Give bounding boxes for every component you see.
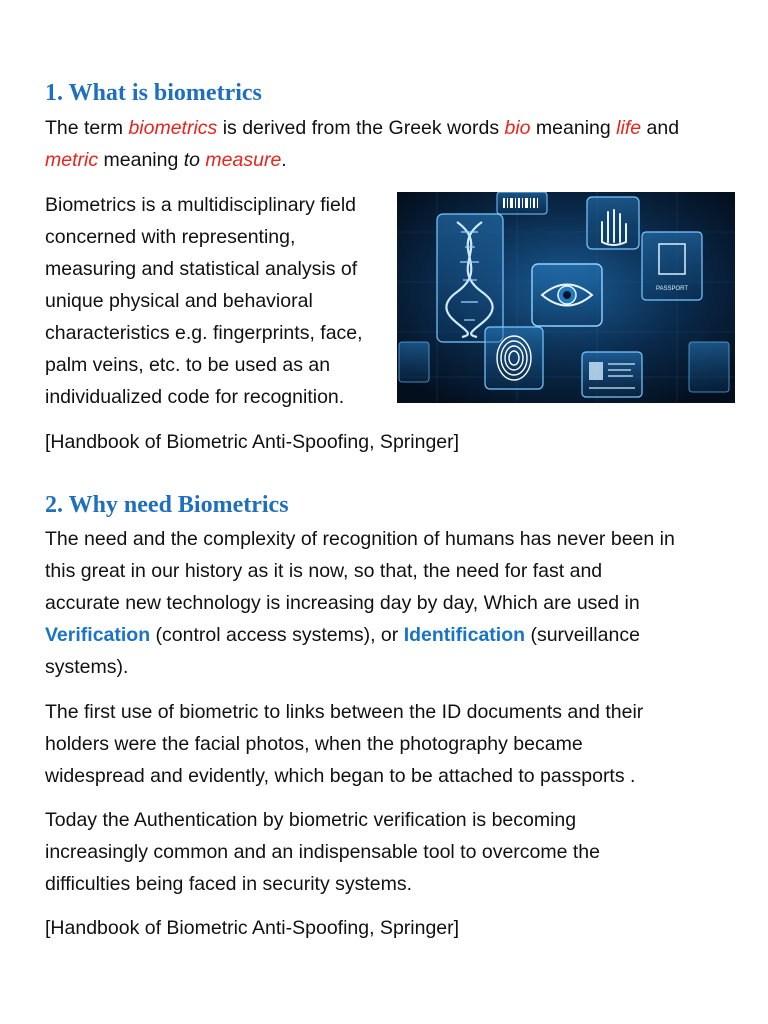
barcode-panel bbox=[497, 192, 547, 214]
body-line: this great in our history as it is now, so that, the need for fast and bbox=[45, 560, 603, 582]
term-life: life bbox=[616, 117, 642, 139]
intro-text: and bbox=[641, 117, 680, 139]
term-biometrics: biometrics bbox=[128, 117, 218, 139]
eye-panel bbox=[532, 264, 602, 326]
intro-line-1 bbox=[45, 112, 679, 144]
term-metric: metric bbox=[45, 149, 99, 171]
body-line: systems). bbox=[45, 656, 129, 678]
section-2-heading: 2. Why need Biometrics bbox=[45, 492, 289, 518]
body-line: measuring and statistical analysis of bbox=[45, 258, 358, 280]
body-line: The need and the complexity of recognition of humans has never been in bbox=[45, 528, 675, 550]
body-line: widespread and evidently, which began to be attached to passports . bbox=[45, 765, 636, 787]
intro-text: The term bbox=[45, 117, 129, 139]
hand-panel bbox=[587, 197, 639, 249]
biometrics-illustration bbox=[397, 192, 735, 403]
body-line: characteristics e.g. fingerprints, face, bbox=[45, 322, 363, 344]
body-line: difficulties being faced in security systems. bbox=[45, 873, 413, 895]
section-1-heading: 1. What is biometrics bbox=[45, 80, 262, 106]
body-line: The first use of biometric to links between the ID documents and their bbox=[45, 701, 644, 723]
body-line: palm veins, etc. to be used as an bbox=[45, 354, 331, 376]
body-line: concerned with representing, bbox=[45, 226, 296, 248]
term-verification: Verification bbox=[45, 624, 151, 646]
body-line: individualized code for recognition. bbox=[45, 386, 345, 408]
dna-panel bbox=[437, 214, 503, 342]
body-line: unique physical and behavioral bbox=[45, 290, 313, 312]
decor-panel bbox=[689, 342, 729, 392]
intro-text: is derived from the Greek words bbox=[217, 117, 505, 139]
body-line: Biometrics is a multidisciplinary field bbox=[45, 194, 357, 216]
body-line-terms bbox=[45, 619, 640, 651]
body-line: increasingly common and an indispensable tool to overcome the bbox=[45, 841, 600, 863]
term-bio: bio bbox=[504, 117, 531, 139]
body-line: holders were the facial photos, when the photography became bbox=[45, 733, 583, 755]
body-text: (control access systems), or bbox=[150, 624, 404, 646]
id-card-panel bbox=[582, 352, 642, 397]
citation-1: [Handbook of Biometric Anti-Spoofing, Springer] bbox=[45, 431, 460, 453]
citation-2: [Handbook of Biometric Anti-Spoofing, Springer] bbox=[45, 917, 460, 939]
intro-text: meaning bbox=[98, 149, 184, 171]
intro-line-2 bbox=[45, 144, 287, 176]
term-to: to bbox=[183, 149, 200, 171]
body-text: (surveillance bbox=[525, 624, 640, 646]
body-line: Today the Authentication by biometric verification is becoming bbox=[45, 809, 577, 831]
body-line: accurate new technology is increasing day by day, Which are used in bbox=[45, 592, 640, 614]
id-photo-icon bbox=[589, 362, 603, 380]
intro-text: . bbox=[281, 149, 287, 171]
term-identification: Identification bbox=[403, 624, 526, 646]
biometrics-illustration-graphic bbox=[397, 192, 735, 403]
passport-label: PASSPORT bbox=[655, 286, 689, 292]
fingerprint-panel bbox=[485, 327, 543, 389]
passport-panel bbox=[642, 232, 702, 300]
decor-panel bbox=[399, 342, 429, 382]
term-measure: measure bbox=[205, 149, 282, 171]
intro-text: meaning bbox=[530, 117, 617, 139]
